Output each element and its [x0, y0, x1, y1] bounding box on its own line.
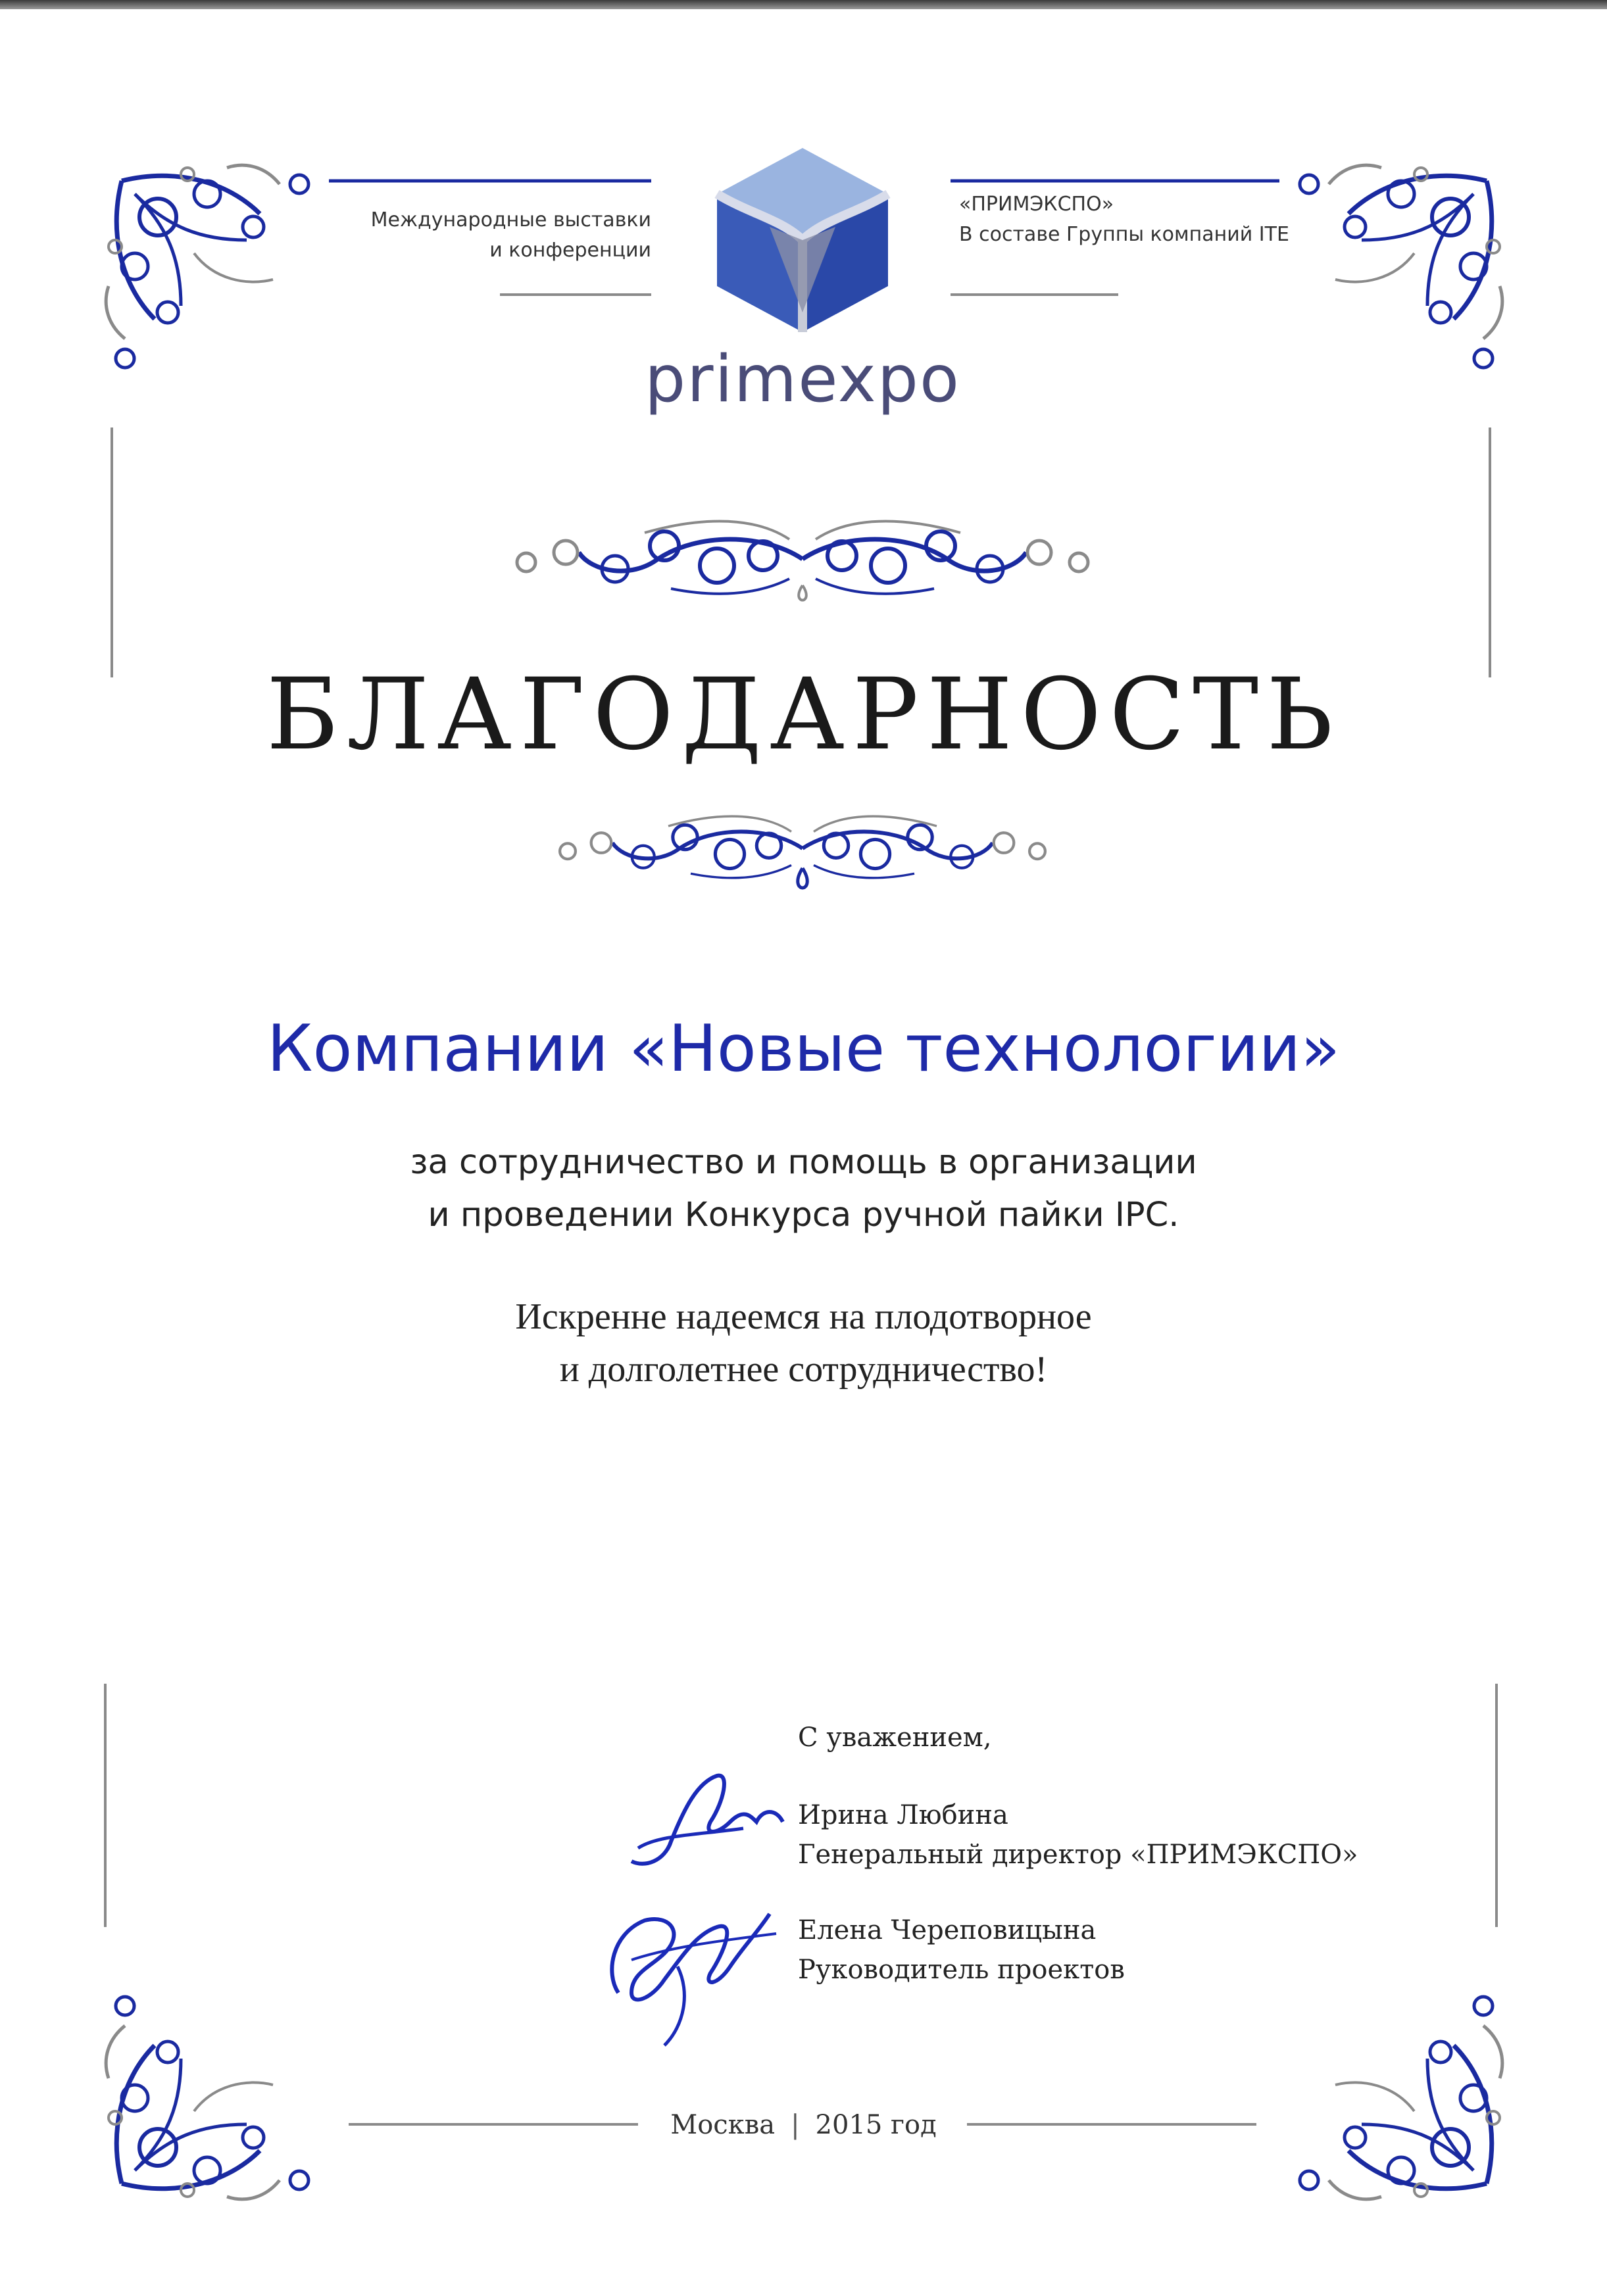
brand-logo-text: primexpo	[645, 342, 960, 417]
place-and-date	[0, 2110, 1607, 2140]
recipient-name: Компании «Новые технологии»	[266, 1012, 1341, 1087]
signature-2-image	[592, 1894, 803, 2052]
organizer-line-1: Международные выставки	[370, 208, 651, 232]
page-title: БЛАГОДАРНОСТЬ	[266, 658, 1341, 772]
divider-ornament-bottom	[572, 816, 1033, 908]
thanks-text	[0, 1136, 1607, 1242]
signatory-2-name: Елена Череповицына	[798, 1915, 1097, 1945]
company-line-2: В составе Группы компаний ITE	[959, 223, 1289, 246]
organizer-description	[368, 205, 651, 266]
thanks-line-2: и проведении Конкурса ручной пайки IPC.	[428, 1196, 1179, 1234]
signatory-1	[798, 1795, 1390, 1874]
signatory-2-title: Руководитель проектов	[798, 1955, 1125, 1985]
city: Москва	[670, 2110, 776, 2140]
wishes-text	[0, 1290, 1607, 1396]
divider-ornament-top	[539, 506, 1066, 612]
thanks-line-1: за сотрудничество и помощь в организации	[410, 1143, 1197, 1182]
company-line-1: «ПРИМЭКСПО»	[959, 193, 1114, 216]
greeting: С уважением,	[798, 1722, 992, 1753]
signatory-1-title: Генеральный директор «ПРИМЭКСПО»	[798, 1840, 1358, 1870]
signatory-1-name: Ирина Любина	[798, 1800, 1008, 1830]
signature-1-image	[618, 1763, 816, 1881]
signatory-2	[798, 1911, 1390, 1990]
cube-logo-icon	[704, 141, 901, 339]
wishes-line-1: Искренне надеемся на плодотворное	[515, 1296, 1092, 1337]
wishes-line-2: и долголетнее сотрудничество!	[559, 1349, 1048, 1390]
company-description	[959, 189, 1301, 250]
organizer-line-2: и конференции	[489, 239, 651, 262]
footer-separator: |	[791, 2110, 800, 2140]
year: 2015 год	[815, 2110, 937, 2140]
